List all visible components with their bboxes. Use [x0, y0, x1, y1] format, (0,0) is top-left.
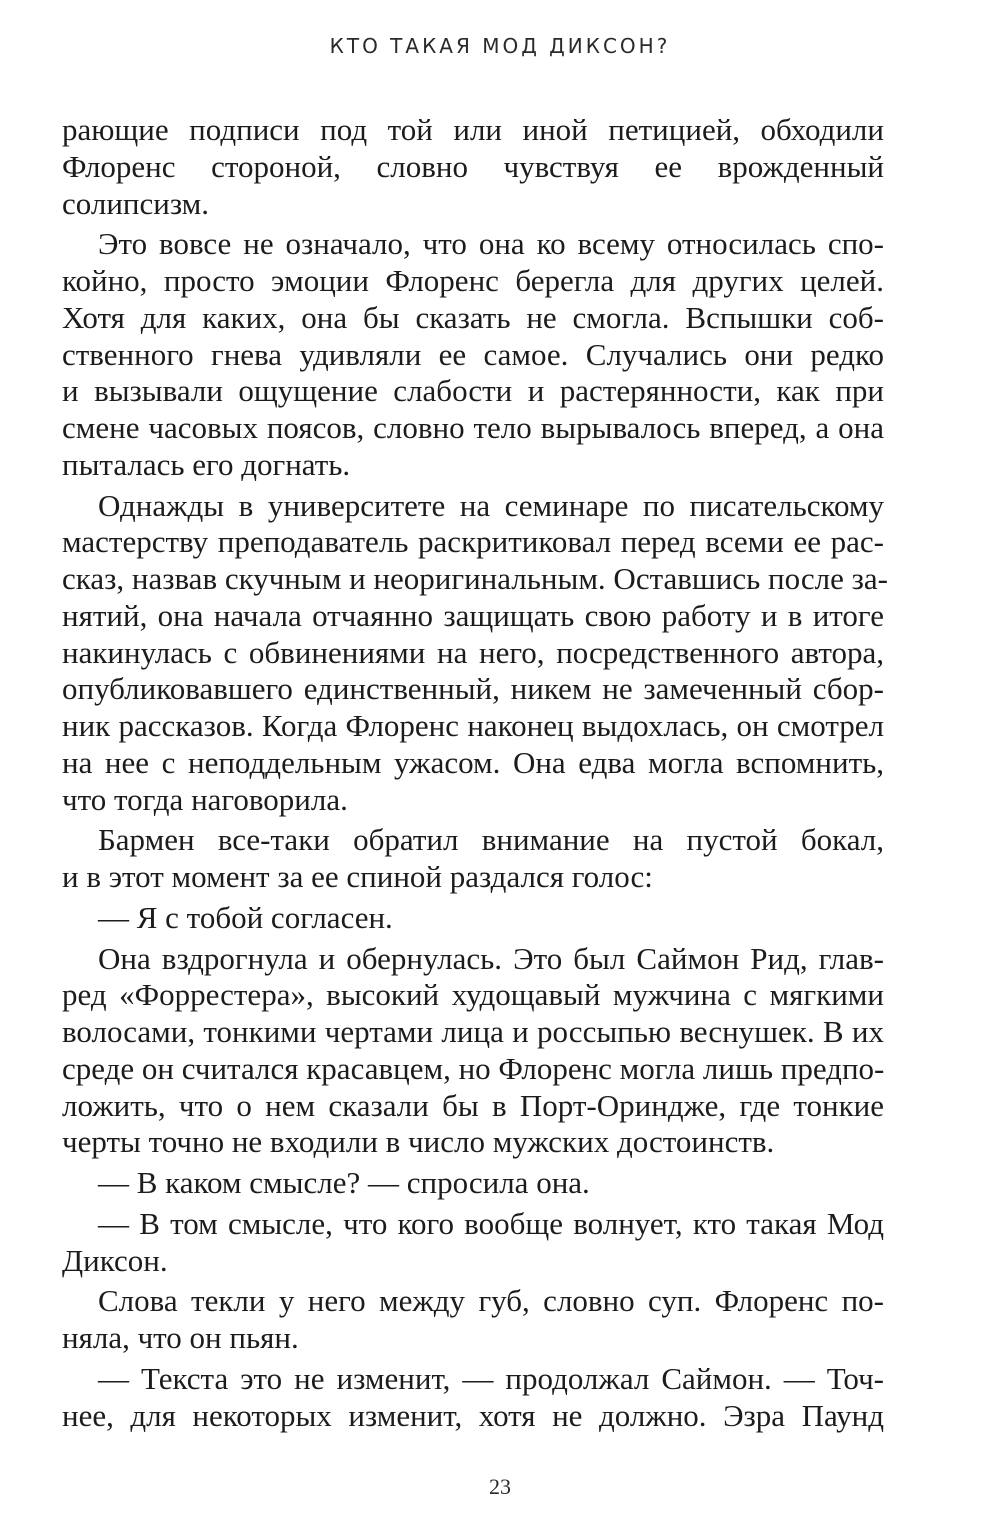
text-line: ственного гнева удивляли ее самое. Случались они редко: [62, 336, 884, 372]
paragraph: [62, 1206, 884, 1280]
text-line: среде он считался красавцем, но Флоренс могла лишь предпо-: [62, 1050, 885, 1086]
text-line: — Текста это не изменит, — продолжал Саймон. — Точ-: [98, 1360, 884, 1396]
paragraph: [62, 1361, 884, 1435]
text-line: койно, просто эмоции Флоренс берегла для других целей.: [62, 263, 884, 298]
text-line: — В каком смысле? — спросила она.: [98, 1165, 590, 1200]
paragraph: [62, 1165, 884, 1202]
text-line: рающие подписи под той или иной петицией, обходили: [62, 112, 884, 147]
text-line: пыталась его догнать.: [62, 446, 351, 482]
text-line: солипсизм.: [62, 185, 210, 221]
text-line: ред «Форрестера», высокий худощавый мужчина с мягкими: [62, 977, 884, 1013]
text-line: накинулась с обвинениями на него, посредственного автора,: [62, 634, 884, 670]
text-line: нятий, она начала отчаянно защищать свою работу и в итоге: [62, 597, 884, 633]
paragraph: [62, 487, 888, 819]
text-line: что тогда наговорила.: [62, 781, 348, 817]
page-number: 23: [489, 1474, 511, 1499]
text-line: опубликовавшего единственный, никем не замеченный сбор-: [62, 671, 884, 707]
text-line: — В том смысле, что кого вообще волнует, кто такая Мод: [98, 1205, 884, 1241]
text-line: сказ, назвав скучным и неоригинальным. Оставшись после за-: [62, 561, 888, 596]
text-line: Бармен все-таки обратил внимание на пустой бокал,: [98, 822, 884, 858]
text-line: ник рассказов. Когда Флоренс наконец выдохлась, он смотрел: [62, 708, 884, 743]
text-line: смене часовых поясов, словно тело вырывалось вперед, а она: [62, 410, 884, 445]
running-title: КТО ТАКАЯ МОД ДИКСОН?: [329, 34, 671, 58]
text-line: Это вовсе не означало, что она ко всему относилась спо-: [98, 226, 884, 262]
text-line: и в этот момент за ее спиной раздался голос:: [62, 859, 653, 894]
text-line: на нее с неподдельным ужасом. Она едва могла вспомнить,: [62, 744, 884, 780]
text-line: Флоренс стороной, словно чувствуя ее врожденный: [62, 148, 884, 184]
paragraph: [62, 900, 884, 937]
text-line: Диксон.: [62, 1242, 168, 1278]
paragraph: [62, 226, 884, 483]
text-line: черты точно не входили в число мужских достоинств.: [62, 1124, 775, 1160]
text-line: нее, для некоторых изменит, хотя не должно. Эзра Паунд: [62, 1397, 884, 1433]
text-line: няла, что он пьян.: [62, 1320, 299, 1355]
paragraph: [62, 822, 884, 896]
paragraph: [62, 941, 884, 1162]
text-line: мастерству преподаватель раскритиковал перед всеми ее рас-: [62, 524, 884, 560]
paragraph: [62, 112, 884, 222]
text-line: Слова текли у него между губ, словно суп. Флоренс по-: [98, 1283, 884, 1319]
text-line: Она вздрогнула и обернулась. Это был Саймон Рид, глав-: [98, 940, 884, 976]
text-line: — Я с тобой согласен.: [98, 899, 393, 935]
text-line: Хотя для каких, она бы сказать не смогла. Вспышки соб-: [62, 299, 884, 335]
paragraph: [62, 1283, 884, 1357]
text-line: и вызывали ощущение слабости и растерянности, как при: [62, 373, 884, 409]
body-text: [62, 112, 888, 1434]
text-line: волосами, тонкими чертами лица и россыпью веснушек. В их: [62, 1014, 884, 1049]
text-line: Однажды в университете на семинаре по писательскому: [98, 487, 884, 523]
text-line: ложить, что о нем сказали бы в Порт-Ориндже, где тонкие: [62, 1087, 884, 1123]
